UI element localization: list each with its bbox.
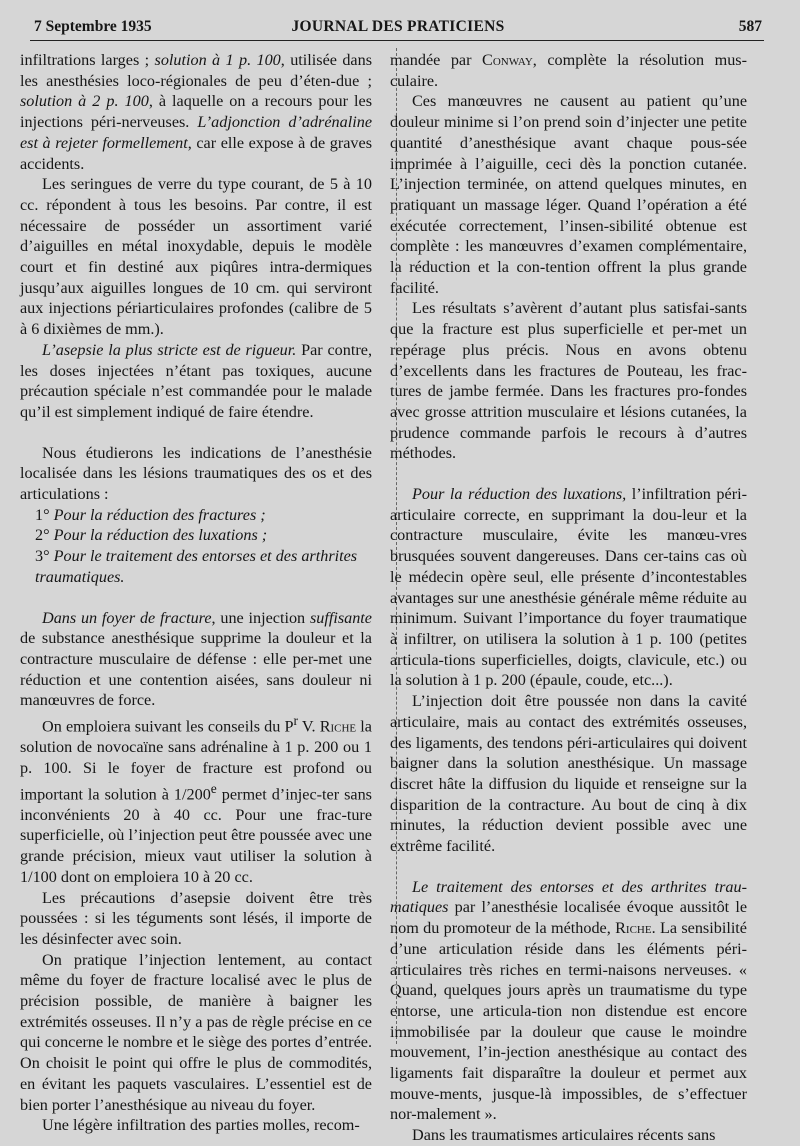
right-paragraph-3: Les résultats s’avèrent d’autant plus satisfai-sants que la fracture est plus superficielle et per-met un repérage plus précis. Nous en avons obtenu d’excellents dans les fractures de Pouteau, les frac-tures de jambe fermée. Dans les fractures pro-fondes avec grosse attrition musculaire et lésions cutanées, la prudence commande parfois le recours à d’autres méthodes. — [390, 299, 747, 463]
left-paragraph-9: Une légère infiltration des parties molles, recom- — [42, 1116, 360, 1135]
header-journal-title: JOURNAL DES PRATICIENS — [291, 18, 505, 35]
right-paragraph-7: Dans les traumatismes articulaires récents sans — [412, 1126, 716, 1145]
right-paragraph-2: Ces manœuvres ne causent au patient qu’une douleur minime si l’on prend soin d’injecter une petite quantité d’anesthésique avant chaque pous-sée imprimée à l’aiguille, ceci dès la ponction cutanée. L’injection terminée, on attend quelques minutes, en pratiquant un massage léger. Quand l’opération a été exécutée correctement, l’insen-sibilité obtenue est complète : les manœuvres d’examen complémentaire, la réduction et la con-tention offrent la plus grande facilité. — [390, 92, 747, 297]
left-paragraph-7: Les précautions d’asepsie doivent être très poussées : si les téguments sont lésés, il importe de les désinfecter avec soin. — [20, 888, 372, 948]
header-date: 7 Septembre 1935 — [34, 18, 152, 35]
indication-list-item-1: 1° Pour la réduction des fractures ; — [35, 505, 266, 524]
left-paragraph-5: Dans un foyer de fracture, une injection suffisante de substance anesthésique supprime la douleur et la contracture musculaire de défense : elle per-met une réduction et une contention aisées, sans douleur ni manœuvres de force. — [20, 608, 372, 710]
indication-list-item-2: 2° Pour la réduction des luxations ; — [35, 526, 268, 545]
left-paragraph-1: infiltrations larges ; solution à 1 p. 100, utilisée dans les anesthésies loco-régionales de peu d’éten-due ; solution à 2 p. 100, à laquelle on a recours pour les injections péri-nerveuses. L’adjonction d’adrénaline est à rejeter formellement, car elle expose à de graves accidents. — [20, 51, 372, 173]
right-paragraph-5: L’injection doit être poussée non dans la cavité articulaire, mais au contact des extrémités osseuses, des ligaments, des tendons péri-articulaires qui doivent baigner dans la solution anesthésique. Un massage discret hâte la diffusion du liquide et renseigne sur la disparition de la contracture. Au bout de cinq à dix minutes, la réduction devient possible avec une extrême facilité. — [390, 692, 747, 856]
left-column — [20, 50, 372, 1136]
left-paragraph-8: On pratique l’injection lentement, au contact même du foyer de fracture localisé avec le plus de précision possible, de manière à baigner les extrémités osseuses. Il n’y a pas de règle précise en ce qui concerne le nombre et le siège des portes d’entrée. On choisit le point qui offre le plus de commodités, en évitant les paquets vasculaires. L’essentiel est de bien porter l’anesthésique au niveau du foyer. — [20, 950, 372, 1114]
left-paragraph-2: Les seringues de verre du type courant, de 5 à 10 cc. répondent à tous les besoins. Par contre, il est nécessaire de posséder un assortiment varié d’aiguilles en métal inoxydable, depuis le modèle court et fin destiné aux piqûres intra-dermiques jusqu’aux aiguilles longues de 10 cm. qui serviront aux injections périarticulaires profondes (calibre de 5 à 6 dixièmes de mm.). — [20, 175, 372, 339]
running-header — [34, 18, 762, 38]
right-paragraph-1: mandée par Conway, complète la résolution mus-culaire. — [390, 51, 747, 90]
header-rule — [30, 40, 764, 41]
header-page-number: 587 — [738, 18, 762, 35]
right-paragraph-6: Le traitement des entorses et des arthrites trau-matiques par l’anesthésie localisée évoque aussitôt le nom du promoteur de la méthode, Riche. La sensibilité d’une articulation réside dans les éléments péri-articulaires très riches en termi-naisons nerveuses. « Quand, quelques jours après un traumatisme du type entorse, une articula-tion non distendue est encore immobilisée par la douleur que cause le moindre mouvement, l’in-jection anesthésique au contact des ligaments fait disparaître la douleur et permet aux mouve-ments, jusque-là impossibles, de s’effectuer nor-malement ». — [390, 877, 747, 1124]
right-column — [390, 50, 747, 1146]
left-paragraph-4: Nous étudierons les indications de l’anesthésie localisée dans les lésions traumatiques des os et des articulations : — [20, 443, 372, 504]
indication-list-item-3: 3° Pour le traitement des entorses et des arthrites traumatiques. — [35, 547, 358, 586]
left-paragraph-3: L’asepsie la plus stricte est de rigueur. Par contre, les doses injectées n’étant pas toxiques, aucune précaution spéciale n’est commandée pour le malade qu’il est simplement indiqué de faire étendre. — [20, 340, 372, 421]
left-paragraph-6: On emploiera suivant les conseils du $P^r$ V. Riche la solution de novocaïne sans adrénaline à 1 p. 200 ou 1 p. 100. Si le foyer de fracture est profond ou important la solution à 1/200e permet d’injec-ter sans inconvénients 20 à 40 cc. Pour une frac-ture superficielle, où l’injection peut être poussée avec une grande précision, mieux vaut utiliser la solution à 1/100 dont on emploiera 10 à 20 cc. — [20, 713, 372, 886]
right-paragraph-4: Pour la réduction des luxations, l’infiltration péri-articulaire correcte, en supprimant la dou-leur et la contracture musculaire, évite les manœu-vres brusquées souvent dangereuses. Dans cer-tains cas où le médecin opère seul, elle présente d’incontestables avantages sur une anesthésie générale même réduite au minimum. Suivant l’importance du foyer traumatique à infiltrer, on utilisera la solution à 1 p. 100 (petites articula-tions superficielles, doigts, clavicule, etc.) ou la solution à 1 p. 200 (épaule, coude, etc...). — [390, 485, 747, 690]
